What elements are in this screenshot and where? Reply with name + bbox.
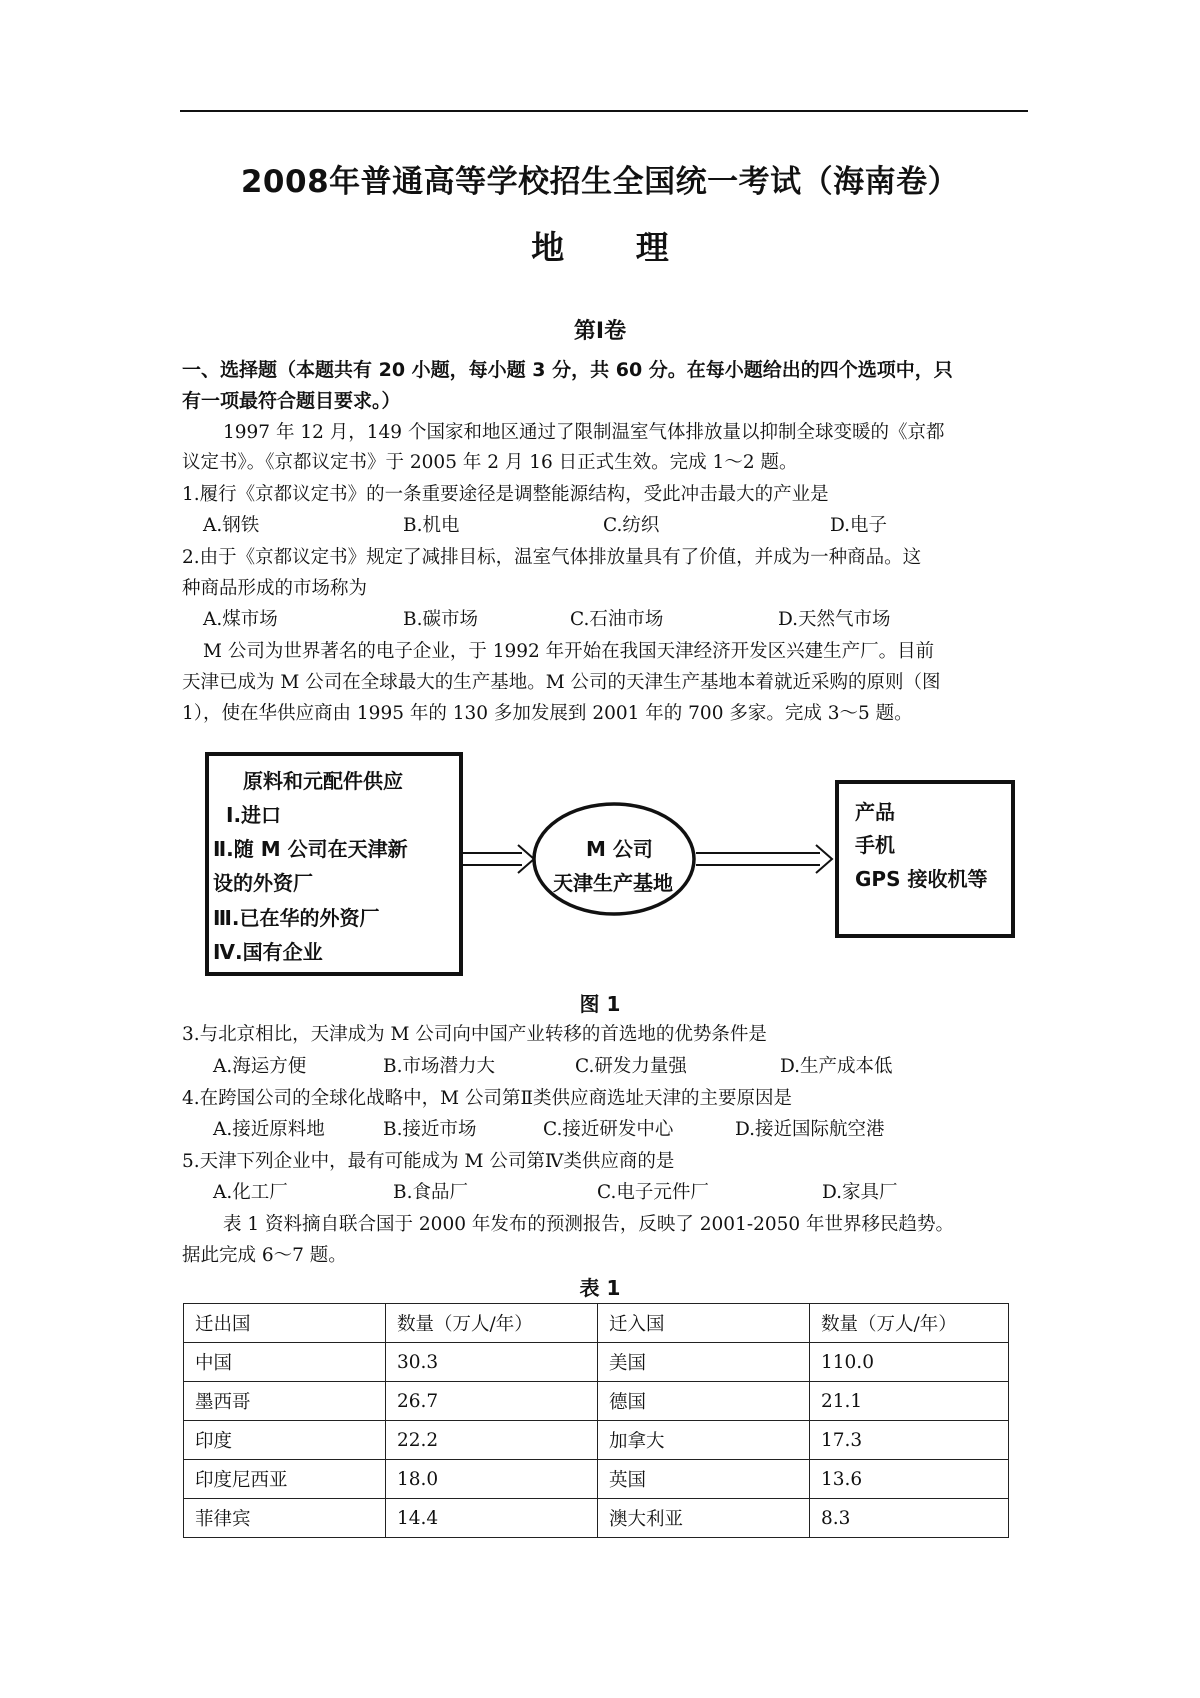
supply-item-3: Ⅲ.已在华的外资厂 (213, 906, 380, 930)
intro1-line1: 1997 年 12 月，149 个国家和地区通过了限制温室气体排放量以抑制全球变暖的《京都 (223, 422, 945, 443)
table-cell: 德国 (598, 1382, 810, 1421)
intro2-line2: 天津已成为 M 公司在全球最大的生产基地。M 公司的天津生产基地本着就近采购的原则（图 (182, 672, 941, 693)
q5-option-b: B.食品厂 (393, 1182, 468, 1203)
intro3-line1: 表 1 资料摘自联合国于 2000 年发布的预测报告，反映了 2001-2050 年世界移民趋势。 (223, 1214, 955, 1235)
table-cell: 26.7 (386, 1382, 598, 1421)
table-cell: 中国 (184, 1343, 386, 1382)
q4-option-b: B.接近市场 (383, 1119, 477, 1140)
table-cell: 英国 (598, 1460, 810, 1499)
q5-option-c: C.电子元件厂 (597, 1182, 709, 1203)
section-instructions-line1: 一、选择题（本题共有 20 小题，每小题 3 分，共 60 分。在每小题给出的四个选项中，只 (182, 359, 953, 381)
table-cell: 30.3 (386, 1343, 598, 1382)
q4-option-d: D.接近国际航空港 (735, 1119, 885, 1140)
q2-option-b: B.碳市场 (403, 609, 478, 630)
table-cell: 17.3 (810, 1421, 1009, 1460)
table-row (184, 1499, 1009, 1538)
header-emigration-country: 迁出国 (184, 1304, 386, 1343)
supply-item-1: Ⅰ.进口 (226, 803, 282, 827)
product-item-phone: 手机 (855, 833, 895, 857)
header-immigration-country: 迁入国 (598, 1304, 810, 1343)
table-row (184, 1421, 1009, 1460)
table-row (184, 1382, 1009, 1421)
q2-option-c: C.石油市场 (570, 609, 664, 630)
q5-stem: 5.天津下列企业中，最有可能成为 M 公司第Ⅳ类供应商的是 (182, 1151, 675, 1172)
section-instructions-line2: 有一项最符合题目要求。） (182, 390, 401, 412)
intro1-line2: 议定书》。《京都议定书》于 2005 年 2 月 16 日正式生效。完成 1～2 题。 (182, 452, 798, 473)
table-cell: 菲律宾 (184, 1499, 386, 1538)
intro3-line2: 据此完成 6～7 题。 (182, 1245, 347, 1266)
header-immigration-amount: 数量（万人/年） (810, 1304, 1009, 1343)
exam-title: 2008年普通高等学校招生全国统一考试（海南卷） (240, 164, 960, 200)
table-cell: 印度 (184, 1421, 386, 1460)
q1-option-d: D.电子 (830, 515, 888, 536)
header-emigration-amount: 数量（万人/年） (386, 1304, 598, 1343)
q2-stem-line2: 种商品形成的市场称为 (182, 578, 368, 599)
table-cell: 13.6 (810, 1460, 1009, 1499)
q1-option-b: B.机电 (403, 515, 460, 536)
table-cell: 8.3 (810, 1499, 1009, 1538)
intro2-line3: 1），使在华供应商由 1995 年的 130 多加发展到 2001 年的 700 多家。完成 3～5 题。 (182, 703, 913, 724)
table1-caption: 表 1 (579, 1276, 621, 1300)
table-cell: 110.0 (810, 1343, 1009, 1382)
m-company-base-label: 天津生产基地 (553, 871, 673, 895)
q5-option-d: D.家具厂 (822, 1182, 898, 1203)
q1-stem: 1.履行《京都议定书》的一条重要途径是调整能源结构，受此冲击最大的产业是 (182, 484, 829, 505)
q3-stem: 3.与北京相比，天津成为 M 公司向中国产业转移的首选地的优势条件是 (182, 1024, 767, 1045)
arrow-center-to-right (696, 845, 832, 873)
figure1-caption: 图 1 (579, 992, 621, 1016)
product-item-gps: GPS 接收机等 (855, 867, 988, 891)
q2-option-d: D.天然气市场 (778, 609, 891, 630)
table-cell: 22.2 (386, 1421, 598, 1460)
table-cell: 印度尼西亚 (184, 1460, 386, 1499)
table-cell: 墨西哥 (184, 1382, 386, 1421)
q4-stem: 4.在跨国公司的全球化战略中，M 公司第Ⅱ类供应商选址天津的主要原因是 (182, 1088, 793, 1109)
supply-item-2: Ⅱ.随 M 公司在天津新 (213, 837, 408, 861)
arrow-left-to-center (459, 845, 534, 873)
q1-option-a: A.钢铁 (203, 515, 260, 536)
intro2-line1: M 公司为世界著名的电子企业，于 1992 年开始在我国天津经济开发区兴建生产厂。目前 (203, 641, 935, 662)
table-cell: 14.4 (386, 1499, 598, 1538)
migration-table (183, 1303, 1009, 1538)
q3-option-c: C.研发力量强 (575, 1056, 687, 1077)
q3-option-d: D.生产成本低 (780, 1056, 893, 1077)
product-box-title: 产品 (855, 800, 895, 824)
q4-option-a: A.接近原料地 (213, 1119, 325, 1140)
supply-box-title: 原料和元配件供应 (243, 769, 403, 793)
q4-option-c: C.接近研发中心 (543, 1119, 674, 1140)
table-cell: 18.0 (386, 1460, 598, 1499)
q5-option-a: A.化工厂 (213, 1182, 288, 1203)
q2-stem-line1: 2.由于《京都议定书》规定了减排目标，温室气体排放量具有了价值，并成为一种商品。这 (182, 547, 922, 568)
supply-item-2-cont: 设的外资厂 (213, 871, 313, 895)
q3-option-a: A.海运方便 (213, 1056, 307, 1077)
table-cell: 美国 (598, 1343, 810, 1382)
table-row (184, 1343, 1009, 1382)
q2-option-a: A.煤市场 (203, 609, 278, 630)
supply-item-4: Ⅳ.国有企业 (213, 940, 323, 964)
q1-option-c: C.纺织 (603, 515, 660, 536)
table-row (184, 1460, 1009, 1499)
table-cell: 21.1 (810, 1382, 1009, 1421)
table-cell: 加拿大 (598, 1421, 810, 1460)
q3-option-b: B.市场潜力大 (383, 1056, 495, 1077)
table-header-row (184, 1304, 1009, 1343)
m-company-label: M 公司 (586, 837, 653, 861)
volume-heading: 第Ⅰ卷 (573, 319, 627, 344)
subject-title: 地 理 (531, 228, 669, 267)
table-cell: 澳大利亚 (598, 1499, 810, 1538)
